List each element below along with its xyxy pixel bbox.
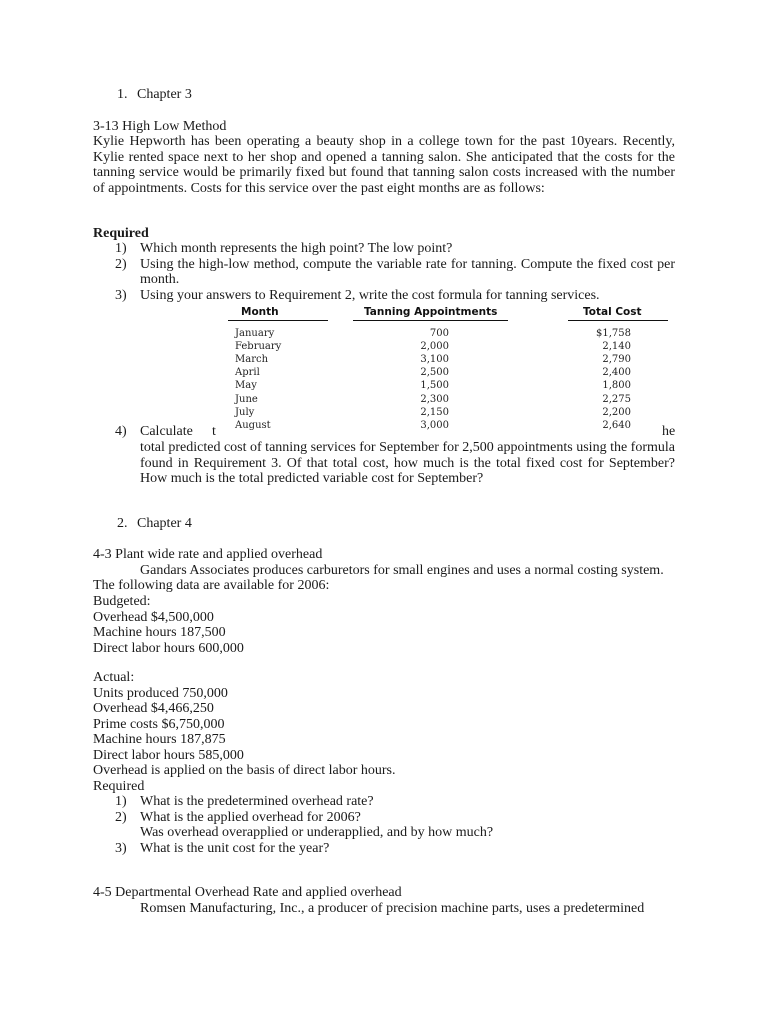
chapter3-heading-number: 1. [117, 87, 128, 102]
chapter4-required-label: Required [93, 778, 145, 794]
problem-4-5-intro: Romsen Manufacturing, Inc., a producer of precision machine parts, uses a predetermined [140, 901, 645, 916]
problem-4-3-intro-line2: The following data are available for 2006: [93, 578, 330, 593]
budgeted-block [93, 594, 244, 656]
question-text: What is the unit cost for the year? [140, 840, 330, 856]
row-appointments: 700 [429, 328, 449, 339]
actual-label: Actual: [93, 670, 135, 685]
actual-item: Units produced 750,000 [93, 685, 228, 701]
actual-block [93, 670, 395, 794]
row-cost: 2,275 [602, 394, 631, 405]
chapter3-heading [117, 87, 192, 103]
question-number: 2) [115, 809, 127, 825]
chapter4-heading [117, 516, 192, 532]
chapter3-heading-text: Chapter 3 [137, 87, 192, 102]
question-number: 1) [115, 794, 127, 809]
row-appointments: 1,500 [420, 380, 449, 391]
actual-item: Direct labor hours 585,000 [93, 747, 244, 763]
table-row [228, 392, 668, 405]
chapter4-question [93, 825, 675, 841]
question-text: Using the high-low method, compute the variable rate for tanning. Compute the fixed cost per month. [140, 256, 675, 287]
problem-4-3-intro-line1: Gandars Associates produces carburetors for small engines and uses a normal costing system. [140, 563, 664, 578]
table-row [228, 378, 668, 391]
row-month: July [235, 407, 255, 418]
chapter4-heading-text: Chapter 4 [137, 516, 192, 531]
table-row [228, 405, 668, 418]
problem-4-5-title: 4-5 Departmental Overhead Rate and applied overhead [93, 885, 402, 900]
chapter3-questions [93, 241, 675, 303]
row-cost: 2,400 [602, 367, 631, 378]
chapter3-question [93, 288, 675, 304]
budgeted-item: Machine hours 187,500 [93, 625, 226, 640]
row-appointments: 2,150 [420, 407, 449, 418]
question-4-number: 4) [115, 424, 127, 439]
question-number: 2) [115, 256, 127, 272]
question-text: What is the predetermined overhead rate? [140, 794, 374, 809]
row-appointments: 2,300 [420, 394, 449, 405]
problem-3-13-intro: Kylie Hepworth has been operating a beauty shop in a college town for the past 10years. Recently, Kylie rented space next to her shop and opened a tanning salon. She anticipated that the costs for the tanning service would be primarily fixed but found that tanning salon costs increased with the number of appointments. Costs for this service over the past eight months are as follows: [93, 134, 675, 196]
question-4-text: total predicted cost of tanning services for September for 2,500 appointments using the formula found in Requirement 3. Of that total cost, how much is the total fixed cost for September? How much is the total predicted variable cost for September? [140, 440, 675, 486]
chapter4-question [93, 810, 675, 826]
chapter3-required-label: Required [93, 226, 149, 241]
budgeted-item: Direct labor hours 600,000 [93, 640, 244, 656]
question-4-fragment-he: he [662, 424, 676, 439]
question-number: 3) [115, 840, 127, 856]
problem-4-3-title: 4-3 Plant wide rate and applied overhead [93, 547, 323, 562]
table-header-total-cost: Total Cost [583, 306, 642, 318]
table-row [228, 339, 668, 352]
chapter4-heading-number: 2. [117, 516, 128, 531]
question-text: Which month represents the high point? The low point? [140, 241, 453, 256]
row-month: February [235, 341, 282, 352]
question-number: 3) [115, 287, 127, 303]
actual-item: Overhead is applied on the basis of direct labor hours. [93, 763, 396, 778]
row-appointments: 3,000 [420, 420, 449, 431]
row-cost: 2,200 [602, 407, 631, 418]
chapter3-question [93, 257, 675, 288]
row-cost: 2,140 [602, 341, 631, 352]
chapter4-question [93, 794, 675, 810]
question-text: Using your answers to Requirement 2, write the cost formula for tanning services. [140, 287, 600, 303]
row-month: June [235, 394, 258, 405]
table-row [228, 365, 668, 378]
budgeted-label: Budgeted: [93, 594, 151, 609]
row-month: August [235, 420, 271, 431]
row-cost: 1,800 [602, 380, 631, 391]
row-cost: 2,790 [602, 354, 631, 365]
table-header-rule [568, 320, 668, 321]
table-header-rule [228, 320, 328, 321]
question-4-start: Calculate [140, 424, 193, 439]
table-row [228, 326, 668, 339]
chapter4-questions [93, 794, 675, 856]
table-header-rule [353, 320, 508, 321]
row-month: May [235, 380, 257, 391]
tanning-cost-table [228, 304, 668, 432]
table-row [228, 418, 668, 431]
row-month: March [235, 354, 269, 365]
chapter4-question [93, 841, 675, 857]
question-text: Was overhead overapplied or underapplied, and by how much? [140, 825, 494, 840]
chapter3-question [93, 241, 675, 257]
table-header-month: Month [241, 306, 279, 318]
row-cost: $1,758 [596, 328, 631, 339]
table-header-appointments: Tanning Appointments [364, 306, 498, 318]
actual-item: Prime costs $6,750,000 [93, 716, 225, 732]
question-text: What is the applied overhead for 2006? [140, 809, 361, 825]
problem-3-13-title: 3-13 High Low Method [93, 119, 227, 134]
row-month: January [235, 328, 275, 339]
row-appointments: 2,500 [420, 367, 449, 378]
table-row [228, 352, 668, 365]
actual-item: Machine hours 187,875 [93, 732, 226, 747]
question-4-fragment-t: t [212, 424, 216, 439]
row-cost: 2,640 [602, 420, 631, 431]
budgeted-item: Overhead $4,500,000 [93, 609, 214, 625]
row-month: April [235, 367, 260, 378]
question-number: 1) [115, 241, 127, 256]
actual-item: Overhead $4,466,250 [93, 701, 214, 716]
row-appointments: 2,000 [420, 341, 449, 352]
row-appointments: 3,100 [420, 354, 449, 365]
